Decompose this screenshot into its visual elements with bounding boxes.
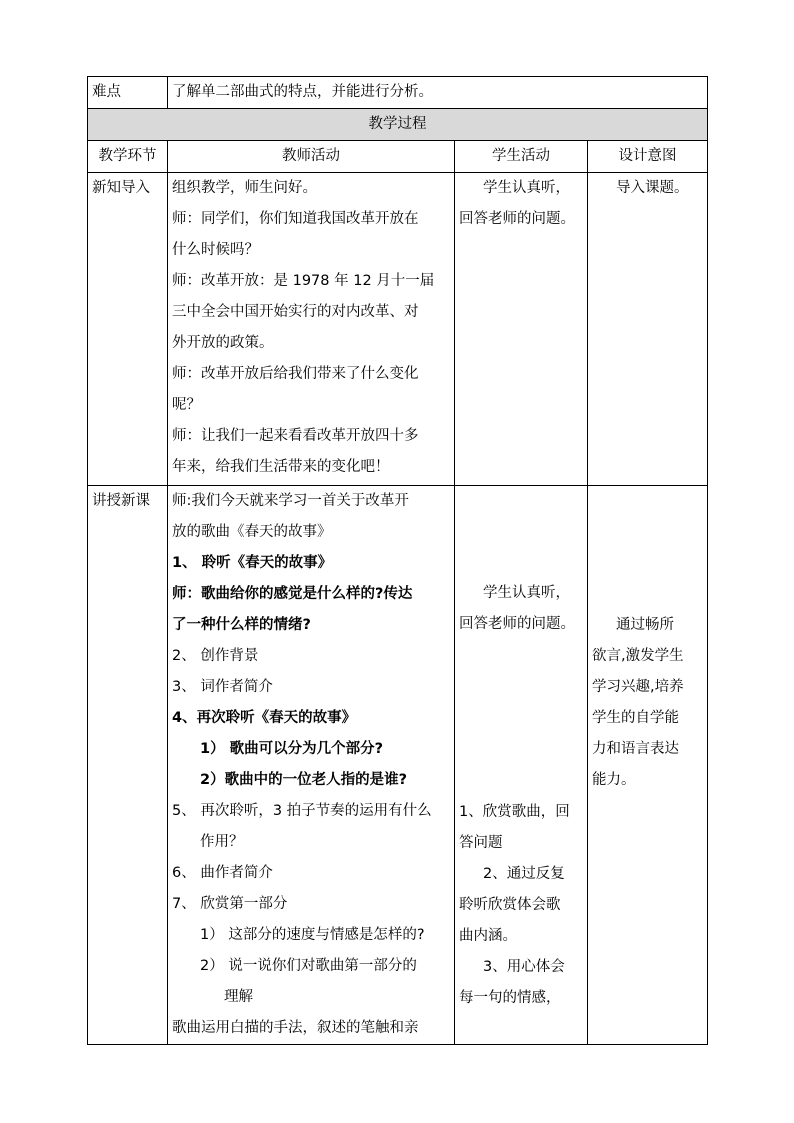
- teach-teacher-cell: [168, 486, 455, 1045]
- teach-student-line: 聆听欣赏体会歌: [459, 897, 561, 913]
- intro-teacher-line: 师：改革开放：是 1978 年 12 月十一届: [172, 273, 435, 289]
- teach-student-line: 回答老师的问题。: [459, 616, 575, 632]
- teach-student-line: 答问题: [459, 835, 503, 851]
- lesson-plan-table: [87, 76, 708, 1045]
- intro-row: [88, 173, 708, 486]
- intro-stage: 新知导入: [88, 173, 168, 486]
- difficulty-row: [88, 77, 708, 109]
- intro-intent-cell: [588, 173, 708, 486]
- teach-intent-line: 欲言,激发学生: [592, 648, 684, 664]
- intro-student-cell: [455, 173, 588, 486]
- teach-intent-line: 学生的自学能: [592, 710, 679, 726]
- header-teacher: 教师活动: [168, 141, 455, 173]
- teach-teacher-line: 1、 聆听《春天的故事》: [172, 555, 333, 571]
- teach-teacher-line: 2、 创作背景: [172, 648, 259, 664]
- teach-student-group-a: [459, 578, 583, 640]
- teach-teacher-line: 2） 说一说你们对歌曲第一部分的: [200, 958, 417, 974]
- teach-teacher-line: 3、 词作者简介: [172, 679, 273, 695]
- teach-teacher-line: 6、 曲作者简介: [172, 865, 273, 881]
- teach-student-line: 3、用心体会: [483, 959, 565, 975]
- teach-intent-group: [592, 610, 703, 796]
- teach-intent-line: 能力。: [592, 772, 636, 788]
- intro-teacher-line: 什么时候吗？: [172, 242, 259, 258]
- teach-teacher-line: 师:我们今天就来学习一首关于改革开: [172, 493, 409, 509]
- intro-intent-line: 导入课题。: [616, 180, 689, 196]
- teach-teacher-line: 2）歌曲中的一位老人指的是谁?: [200, 772, 407, 788]
- teach-intent-cell: [588, 486, 708, 1045]
- header-row: [88, 141, 708, 173]
- intro-teacher-line: 呢？: [172, 397, 201, 413]
- intro-student-line: 回答老师的问题。: [459, 211, 575, 227]
- teach-intent-line: 通过畅所: [616, 617, 674, 633]
- intro-teacher-line: 师：同学们，你们知道我国改革开放在: [172, 211, 419, 227]
- intro-teacher-line: 三中全会中国开始实行的对内改革、对: [172, 304, 419, 320]
- teach-teacher-line: 5、 再次聆听，3 拍子节奏的运用有什么: [172, 803, 432, 819]
- teach-student-line: 每一句的情感，: [459, 990, 561, 1006]
- header-stage: 教学环节: [88, 141, 168, 173]
- process-title: 教学过程: [88, 109, 708, 141]
- difficulty-text: 了解单二部曲式的特点，并能进行分析。: [168, 77, 708, 109]
- teach-teacher-line: 师：歌曲给你的感觉是什么样的?传达: [172, 586, 413, 602]
- intro-teacher-line: 师：改革开放后给我们带来了什么变化: [172, 366, 419, 382]
- intro-teacher-line: 年来，给我们生活带来的变化吧！: [172, 459, 390, 475]
- teach-student-line: 学生认真听，: [483, 585, 570, 601]
- teach-teacher-line: 4、再次聆听《春天的故事》: [172, 710, 357, 726]
- teach-teacher-line: 放的歌曲《春天的故事》: [172, 524, 332, 540]
- teach-teacher-line: 1） 这部分的速度与情感是怎样的?: [200, 927, 425, 943]
- teach-teacher-line: 作用？: [200, 834, 244, 850]
- intro-teacher-cell: [168, 173, 455, 486]
- intro-teacher-line: 师：让我们一起来看看改革开放四十多: [172, 428, 419, 444]
- teach-stage: 讲授新课: [88, 486, 168, 1045]
- teach-student-line: 1、欣赏歌曲，回: [459, 804, 570, 820]
- difficulty-label: 难点: [88, 77, 168, 109]
- intro-student-line: 学生认真听，: [483, 180, 570, 196]
- teach-teacher-line: 歌曲运用白描的手法，叙述的笔触和亲: [172, 1020, 419, 1036]
- teach-row: [88, 486, 708, 1045]
- teach-intent-line: 力和语言表达: [592, 741, 679, 757]
- teach-student-cell: [455, 486, 588, 1045]
- teach-intent-line: 学习兴趣,培养: [592, 679, 684, 695]
- teach-teacher-line: 1） 歌曲可以分为几个部分?: [200, 741, 384, 757]
- teach-student-line: 曲内涵。: [459, 928, 517, 944]
- teach-teacher-line: 7、 欣赏第一部分: [172, 896, 288, 912]
- teach-student-line: 2、通过反复: [483, 866, 565, 882]
- teach-student-group-b: [459, 797, 583, 1014]
- teach-teacher-line: 了一种什么样的情绪?: [172, 617, 311, 633]
- intro-teacher-line: 组织教学，师生问好。: [172, 180, 317, 196]
- header-student: 学生活动: [455, 141, 588, 173]
- intro-teacher-line: 外开放的政策。: [172, 335, 274, 351]
- teach-teacher-line: 理解: [224, 989, 253, 1005]
- header-intent: 设计意图: [588, 141, 708, 173]
- process-title-row: [88, 109, 708, 141]
